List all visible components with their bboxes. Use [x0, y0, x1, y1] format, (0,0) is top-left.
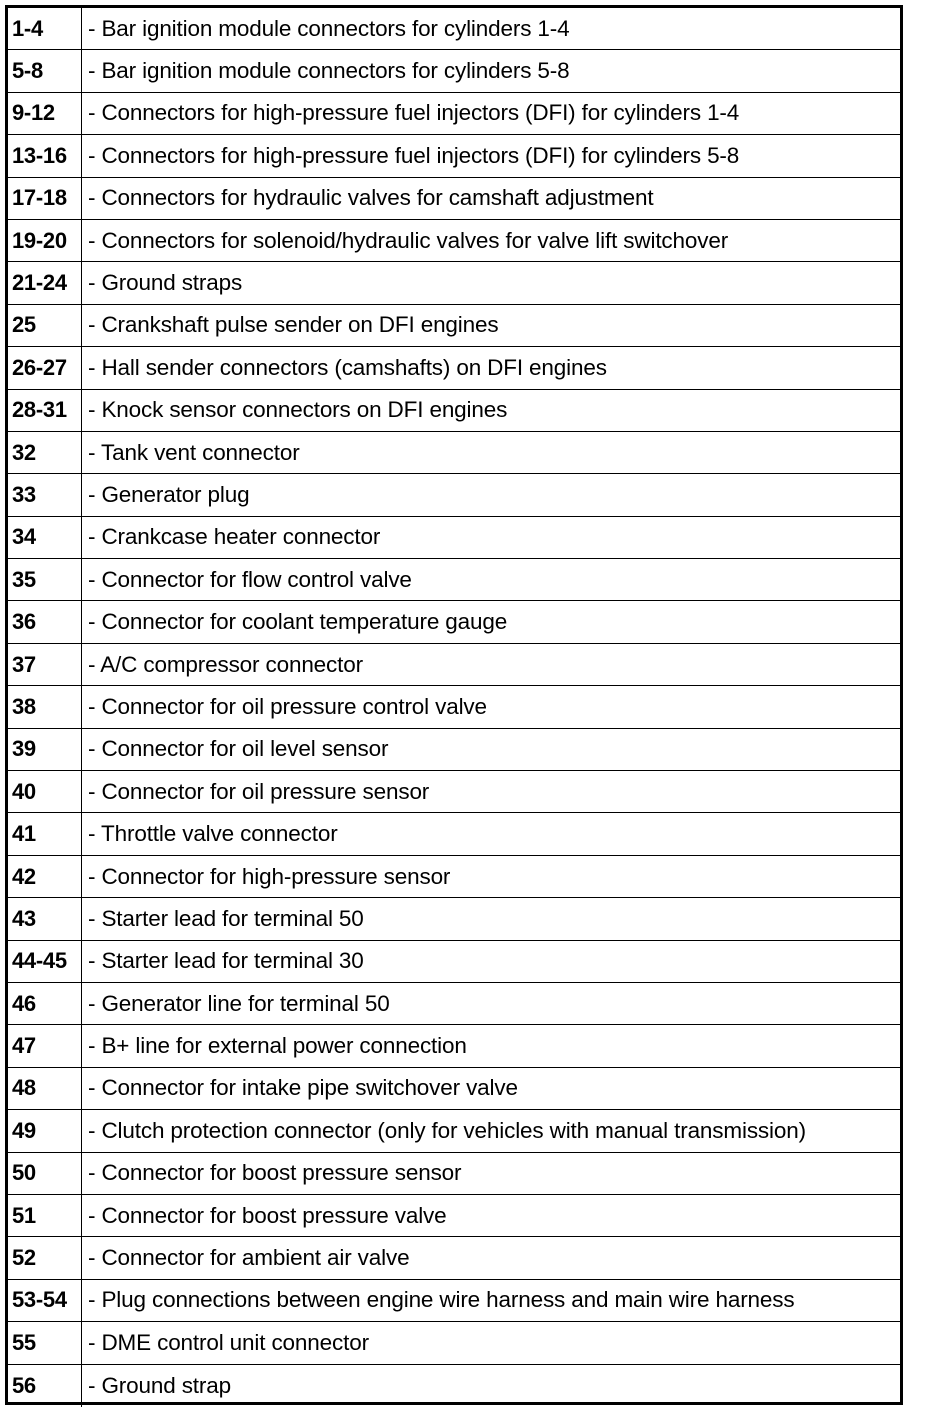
row-number: 53-54 — [8, 1280, 82, 1321]
row-description: - Connector for coolant temperature gauge — [88, 609, 508, 635]
table-row — [8, 50, 900, 92]
row-number: 43 — [8, 898, 82, 939]
table-row — [8, 517, 900, 559]
row-description: - Connector for flow control valve — [88, 566, 412, 592]
row-description: - Starter lead for terminal 30 — [88, 948, 364, 974]
row-description: - Connector for oil pressure sensor — [88, 778, 430, 804]
row-number: 52 — [8, 1237, 82, 1278]
table-row — [8, 729, 900, 771]
row-description: - Connector for boost pressure sensor — [88, 1160, 462, 1186]
table-row — [8, 813, 900, 855]
row-number: 42 — [8, 856, 82, 897]
row-number: 56 — [8, 1365, 82, 1407]
row-number: 47 — [8, 1025, 82, 1066]
row-description: - DME control unit connector — [88, 1329, 369, 1355]
row-number: 51 — [8, 1195, 82, 1236]
row-description: - Crankshaft pulse sender on DFI engines — [88, 312, 499, 338]
row-description: - Connectors for high-pressure fuel injectors (DFI) for cylinders 1-4 — [88, 100, 740, 126]
row-description: - Connectors for hydraulic valves for camshaft adjustment — [88, 185, 654, 211]
table-row — [8, 644, 900, 686]
row-description: - Generator line for terminal 50 — [88, 990, 390, 1016]
row-number: 46 — [8, 983, 82, 1024]
row-description: - Generator plug — [88, 481, 250, 507]
row-description: - Knock sensor connectors on DFI engines — [88, 397, 508, 423]
table-row — [8, 1195, 900, 1237]
table-row — [8, 135, 900, 177]
table-row — [8, 686, 900, 728]
row-number: 40 — [8, 771, 82, 812]
row-number: 39 — [8, 729, 82, 770]
table-row — [8, 559, 900, 601]
table-row — [8, 1025, 900, 1067]
row-number: 28-31 — [8, 390, 82, 431]
table-row — [8, 1237, 900, 1279]
row-number: 9-12 — [8, 93, 82, 134]
table-row — [8, 220, 900, 262]
table-row — [8, 601, 900, 643]
table-row — [8, 305, 900, 347]
row-description: - Starter lead for terminal 50 — [88, 905, 364, 931]
row-description: - Clutch protection connector (only for vehicles with manual transmission) — [88, 1117, 806, 1143]
row-number: 36 — [8, 601, 82, 642]
table-row — [8, 347, 900, 389]
table-row — [8, 1110, 900, 1152]
row-number: 19-20 — [8, 220, 82, 261]
row-description: - A/C compressor connector — [88, 651, 363, 677]
legend-table — [5, 5, 903, 1405]
table-row — [8, 432, 900, 474]
row-description: - Connector for oil pressure control valve — [88, 693, 487, 719]
row-number: 32 — [8, 432, 82, 473]
row-description: - Tank vent connector — [88, 439, 300, 465]
row-description: - Bar ignition module connectors for cylinders 5-8 — [88, 58, 570, 84]
row-number: 26-27 — [8, 347, 82, 388]
table-row — [8, 474, 900, 516]
row-description: - Crankcase heater connector — [88, 524, 381, 550]
table-row — [8, 1153, 900, 1195]
row-number: 5-8 — [8, 50, 82, 91]
table-row — [8, 1322, 900, 1364]
row-description: - Connector for ambient air valve — [88, 1245, 410, 1271]
row-number: 25 — [8, 305, 82, 346]
table-row — [8, 8, 900, 50]
row-number: 17-18 — [8, 178, 82, 219]
table-row — [8, 771, 900, 813]
table-row — [8, 1365, 900, 1407]
row-description: - B+ line for external power connection — [88, 1033, 467, 1059]
table-row — [8, 983, 900, 1025]
table-row — [8, 1280, 900, 1322]
row-description: - Ground straps — [88, 270, 243, 296]
row-description: - Plug connections between engine wire harness and main wire harness — [88, 1287, 795, 1313]
row-description: - Connector for high-pressure sensor — [88, 863, 451, 889]
row-description: - Connectors for solenoid/hydraulic valves for valve lift switchover — [88, 227, 729, 253]
row-number: 34 — [8, 517, 82, 558]
row-number: 35 — [8, 559, 82, 600]
table-row — [8, 1068, 900, 1110]
row-number: 33 — [8, 474, 82, 515]
row-description: - Connector for boost pressure valve — [88, 1202, 447, 1228]
row-number: 13-16 — [8, 135, 82, 176]
table-row — [8, 856, 900, 898]
row-number: 1-4 — [8, 8, 82, 49]
row-number: 38 — [8, 686, 82, 727]
row-number: 44-45 — [8, 941, 82, 982]
row-description: - Throttle valve connector — [88, 821, 338, 847]
table-row — [8, 93, 900, 135]
row-description: - Connector for oil level sensor — [88, 736, 389, 762]
table-row — [8, 390, 900, 432]
table-row — [8, 898, 900, 940]
row-description: - Connector for intake pipe switchover valve — [88, 1075, 518, 1101]
row-number: 50 — [8, 1153, 82, 1194]
row-number: 49 — [8, 1110, 82, 1151]
table-row — [8, 941, 900, 983]
row-description: - Connectors for high-pressure fuel injectors (DFI) for cylinders 5-8 — [88, 142, 740, 168]
table-row — [8, 178, 900, 220]
row-description: - Ground strap — [88, 1372, 231, 1398]
row-description: - Bar ignition module connectors for cylinders 1-4 — [88, 15, 570, 41]
table-row — [8, 262, 900, 304]
row-number: 48 — [8, 1068, 82, 1109]
row-number: 37 — [8, 644, 82, 685]
row-number: 21-24 — [8, 262, 82, 303]
row-description: - Hall sender connectors (camshafts) on DFI engines — [88, 354, 607, 380]
row-number: 55 — [8, 1322, 82, 1363]
row-number: 41 — [8, 813, 82, 854]
